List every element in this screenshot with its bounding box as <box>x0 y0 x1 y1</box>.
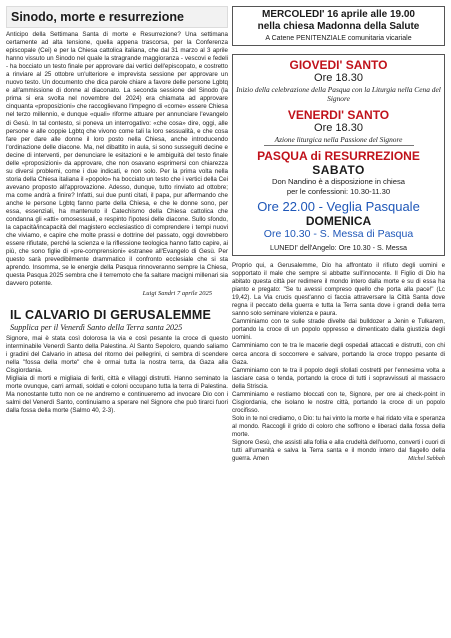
domenica-time: Ore 10.30 - S. Messa di Pasqua <box>263 228 414 240</box>
venerdi-desc: Azione liturgica nella Passione del Signore <box>274 135 403 144</box>
venerdi-title: VENERDI' SANTO <box>287 108 390 122</box>
calvario-paragraph-4: Camminiamo con te sulle strade divelte dai bulldozer a Jenin e Tulkarem, portando la croce di un popolo oppresso e dimenticato dalla giustizia degli uomini. <box>232 318 445 342</box>
calvario-paragraph-3: Proprio qui, a Gerusalemme, Dio ha affrontato il rifiuto degli uomini e sopportato il male che sempre si abbatte sull'innocente. Il Figlio di Dio ha abitato questa città per redimere il mondo intero dalla morte e su di essa ha pianto e pregato: "Se tu avessi compreso quello che porta alla pace!" (Lc 19,42). La Via crucis quest'anno ci faccia attraversare la Città Santa dove regna il peccato della guerra e tutta la Terra santa dove i grandi della terra sanno solo seminare violenza e paura. <box>232 262 445 318</box>
calvario-paragraph-9-text: Signore Gesù, che assisti alla follia e alla crudeltà dell'uomo, converti i cuori di tutti all'umanità e salva la Terra santa e il mondo intero dal flagello della guerra. Amen <box>232 439 445 463</box>
mercoledi-box <box>232 6 445 46</box>
pasqua-title: PASQUA di RESURREZIONE <box>257 149 420 163</box>
sabato-label: SABATO <box>312 163 365 177</box>
sinodo-signature: Luigi Sandri 7 aprile 2025 <box>142 289 212 297</box>
calvario-paragraph-1: Signore, mai è stata così dolorosa la via e così pesante la croce di questo interminabile Venerdì Santo della Palestina. Al Santo Sepolcro, quando saliamo i gradini del Calvario in attesa del ritorno dei pellegrini, ci sembra di scendere nella "fossa della morte" che è ormai tutta la nostra terra, da Gaza alla Cisgiordania. <box>6 334 228 374</box>
calvario-signature: Michel Sabbah <box>407 456 445 463</box>
calvario-continued <box>232 262 445 463</box>
calvario-paragraph-2: Migliaia di morti e migliaia di feriti, città e villaggi distrutti. Hanno seminato la morte ovunque, carri armati, soldati e coloni occupano tutta la terra di Palestina. Ma nonostante tutto non ce ne andremo e continueremo ad invocare Dio con i salmi del Venerdì Santo, continuiamo a sperare nel Signore che può tirarci fuori dalla fossa della morte (Salmo 40, 2-3). <box>6 374 228 414</box>
calvario-paragraph-9 <box>232 439 445 463</box>
giovedi-title: GIOVEDI' SANTO <box>289 58 388 72</box>
calvario-subtitle: Supplica per il Venerdì Santo della Terra santa 2025 <box>10 322 183 332</box>
calvario-paragraph-6: Camminiamo con te tra il popolo degli sfollati costretti per l'ennesima volta a lasciare casa o tenda, portando la croce di tutti i sopravvissuti al massacro della Striscia. <box>232 366 445 390</box>
veglia-line: Ore 22.00 - Veglia Pasquale <box>257 199 420 214</box>
mercoledi-line-1: MERCOLEDI' 16 aprile alle 19.00 <box>262 9 415 20</box>
right-column <box>232 6 445 463</box>
left-column <box>6 6 228 415</box>
sinodo-body: Anticipo della Settimana Santa di morte e Resurrezione? Una settimana certamente ad alta tensione, quella appena trascorsa, per la Conferenza episcopale (Cei) e per la Chiesa cattolica italiana, che dal 31 marzo al 3 aprile hanno vissuto un Sinodo nel quale la stragrande maggioranza - vescovi e fedeli - ha bocciato un testo finale per approvare dai vertici dell'episcopato, e costretto a rinviare al 25 ottobre un'ulteriore e imprevista sessione per approvare un nuovo testo. Un documento che dica parole chiare a favore delle persone Lgbtq e all'ammissione di donne al diaconato. La seconda sessione del Sinodo (la prima si era svolta nel novembre del 2024) era chiamata ad approvare cinquanta «proposizioni» che raccoglievano l'impegno di «come» essere Chiesa nel terzo millennio, e dunque «quali» riforme attuare per annunciare l'evangelo di Gesù. In tal contesto, si poneva un interrogativo: «che cosa» dire, oggi, alle persone e alle coppie Lgbtq che vivono come tali la loro sessualità, e che cosa fare per dare alle donne il loro posto nella Chiesa, anche introducendo l'ordinazione delle diacone. Ma, nel dibattito in aula, si sono susseguiti decine e decine di interventi, per denunciare le esitazioni e le ambiguità del testo finale delle «proposizioni» da approvare, che non osavano esprimersi con chiarezza su diversi problemi, come i due indicati, e non solo. Per la prima volta nella storia della Chiesa italiana il «popolo» ha bocciato un testo che i vertici della Cei avevano proposto all'approvazione. Adesso, dunque, tutto rinviato ad ottobre; ma come andrà a finire? Infatti, sui due punti citati, il papa, pur affermando che anche le persone Lgbtq fanno parte della Chiesa, e che le donne sono, per essa, essenziali, ha mantenuto il Catechismo della Chiesa cattolica che condanna gli «atti» omosessuali, e respinto l'ipotesi delle diacone. Sullo sfondo, la capacità/incapacità del magistero ecclesiastico di comprendere i tempi nuovi che viviamo, e capire che molte prassi e dottrine del passato, oggi dovrebbero essere rifiutate, perché la scienza e la riflessione teologica hanno fatto capire, ai più, che sono figlie di «pre-comprensioni» estranee all'Evangelo di Gesù. Per questo sarà prevedibilmente drammatico il confronto ecclesiale che si sta aprendo. Insomma, se le energie della Pasqua rinnoveranno sempre la Chiesa, questa Pasqua 2025 sembra che il terremoto che fa saltare macigni millenari sia davvero potente. <box>6 31 228 288</box>
domenica-label: DOMENICA <box>305 214 372 228</box>
giovedi-desc: Inizio della celebrazione della Pasqua con la Liturgia nella Cena del Signore <box>236 85 441 103</box>
confessioni-line-1: Don Nandino è a disposizione in chiesa <box>272 177 405 186</box>
giovedi-time: Ore 18.30 <box>314 72 363 84</box>
holy-week-box <box>232 54 445 256</box>
mercoledi-line-3: A Catene PENITENZIALE comunitaria vicariale <box>265 35 412 42</box>
calvario-title: IL CALVARIO DI GERUSALEMME <box>10 307 212 322</box>
calvario-paragraph-5: Camminiamo con te tra le macerie degli ospedali attaccati e distrutti, con chi cerca ancora di soccorrere e salvare, portando la croce troppo pesante di Gaza. <box>232 342 445 366</box>
calvario-paragraph-8: Solo in te noi crediamo, o Dio: tu hai vinto la morte e hai ridato vita e speranza al mondo. Raccogli il grido di coloro che soffrono e liberaci dalla fossa della morte. <box>232 414 445 438</box>
confessioni-line-2: per le confessioni: 10.30-11.30 <box>286 186 391 196</box>
sinodo-title: Sinodo, morte e resurrezione <box>6 6 228 28</box>
calvario-paragraph-7: Camminiamo e restiamo bloccati con te, Signore, per ore ai check-point in Cisgiordania, che isolano le nostre città, portando la croce di un popolo crocifisso. <box>232 390 445 414</box>
lunedi-line: LUNEDI' dell'Angelo: Ore 10.30 - S. Messa <box>270 243 407 252</box>
divider <box>264 145 414 146</box>
mercoledi-line-2: nella chiesa Madonna della Salute <box>257 21 420 32</box>
venerdi-time: Ore 18.30 <box>314 122 363 134</box>
